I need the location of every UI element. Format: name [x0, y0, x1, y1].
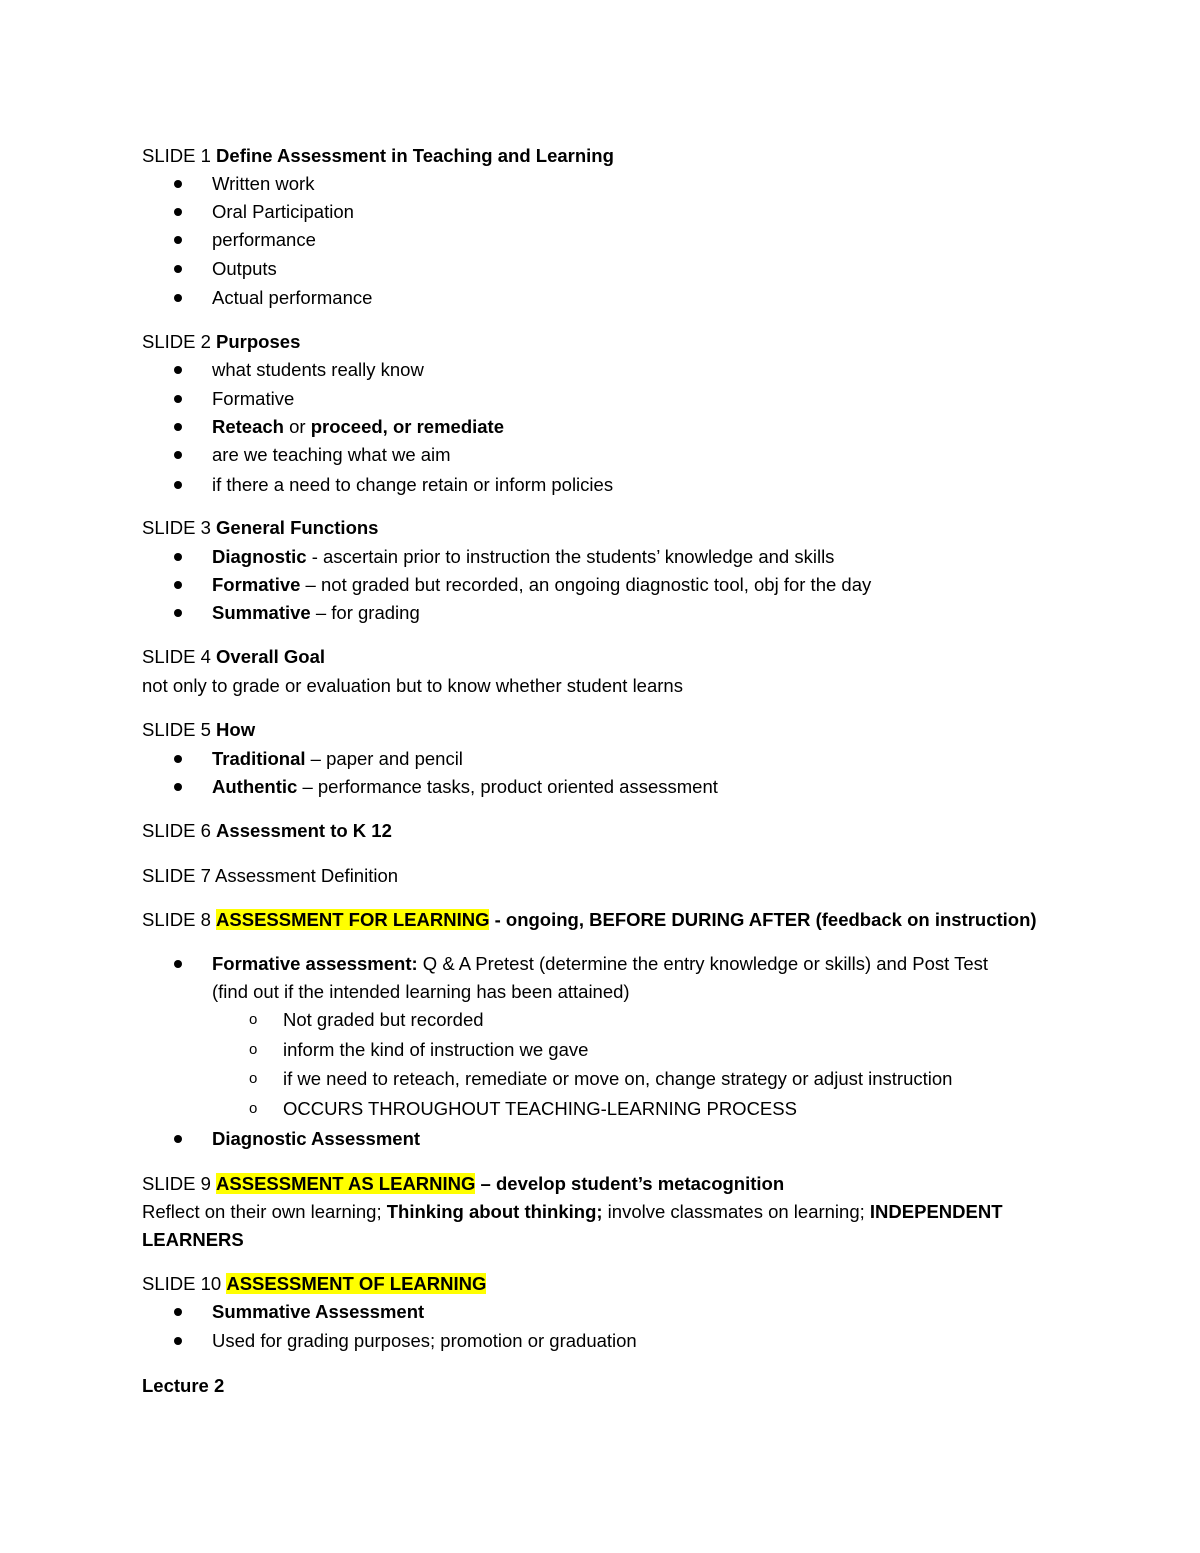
lecture-heading: Lecture 2: [142, 1375, 225, 1396]
slide-10-heading: SLIDE 10 ASSESSMENT OF LEARNING: [142, 1273, 487, 1294]
list-item: are we teaching what we aim: [212, 444, 451, 465]
slide-1-heading: SLIDE 1 Define Assessment in Teaching and Learning: [142, 145, 614, 166]
list-item-continuation: (find out if the intended learning has been attained): [212, 981, 630, 1002]
list-item: Formative assessment: Q & A Pretest (determine the entry knowledge or skills) and Post Test: [212, 953, 989, 974]
slide-3-heading: SLIDE 3 General Functions: [142, 517, 379, 538]
list-item: Used for grading purposes; promotion or graduation: [212, 1330, 637, 1351]
slide-5-heading: SLIDE 5 How: [142, 719, 256, 740]
slide-8-heading: SLIDE 8 ASSESSMENT FOR LEARNING - ongoing, BEFORE DURING AFTER (feedback on instruction): [142, 909, 1037, 930]
list-item: Reteach or proceed, or remediate: [212, 416, 505, 437]
list-item: Formative: [212, 388, 295, 409]
slide-9-body: Reflect on their own learning; Thinking about thinking; involve classmates on learning; INDEPENDENT: [142, 1201, 1003, 1222]
list-item: Written work: [212, 173, 315, 194]
list-item: Diagnostic Assessment: [212, 1128, 421, 1149]
list-item: if there a need to change retain or inform policies: [212, 474, 614, 495]
list-item: Authentic – performance tasks, product oriented assessment: [212, 776, 718, 797]
sub-list-item: o if we need to reteach, remediate or move on, change strategy or adjust instruction: [283, 1067, 952, 1091]
slide-9-heading: SLIDE 9 ASSESSMENT AS LEARNING – develop student’s metacognition: [142, 1173, 785, 1194]
highlight: ASSESSMENT FOR LEARNING: [216, 909, 490, 930]
list-item: performance: [212, 229, 316, 250]
slide-4-body: not only to grade or evaluation but to know whether student learns: [142, 675, 683, 696]
slide-2-heading: SLIDE 2 Purposes: [142, 331, 301, 352]
sub-list-item: o Not graded but recorded: [283, 1008, 484, 1032]
list-item: Formative – not graded but recorded, an ongoing diagnostic tool, obj for the day: [212, 574, 872, 595]
list-item: Actual performance: [212, 287, 373, 308]
list-item: Diagnostic - ascertain prior to instruction the students’ knowledge and skills: [212, 546, 835, 567]
list-item: Summative – for grading: [212, 602, 420, 623]
highlight: ASSESSMENT AS LEARNING: [216, 1173, 476, 1194]
list-item: Oral Participation: [212, 201, 354, 222]
list-item: what students really know: [212, 359, 424, 380]
slide-6-heading: SLIDE 6 Assessment to K 12: [142, 820, 392, 841]
slide-9-body-cont: LEARNERS: [142, 1229, 244, 1250]
list-item: Outputs: [212, 258, 277, 279]
list-item: Summative Assessment: [212, 1301, 425, 1322]
slide-4-heading: SLIDE 4 Overall Goal: [142, 646, 326, 667]
sub-list-item: o inform the kind of instruction we gave: [283, 1038, 588, 1062]
slide-7-heading: SLIDE 7 Assessment Definition: [142, 865, 399, 886]
sub-list-item: o OCCURS THROUGHOUT TEACHING-LEARNING PROCESS: [283, 1097, 797, 1121]
highlight: ASSESSMENT OF LEARNING: [226, 1273, 487, 1294]
list-item: Traditional – paper and pencil: [212, 748, 463, 769]
